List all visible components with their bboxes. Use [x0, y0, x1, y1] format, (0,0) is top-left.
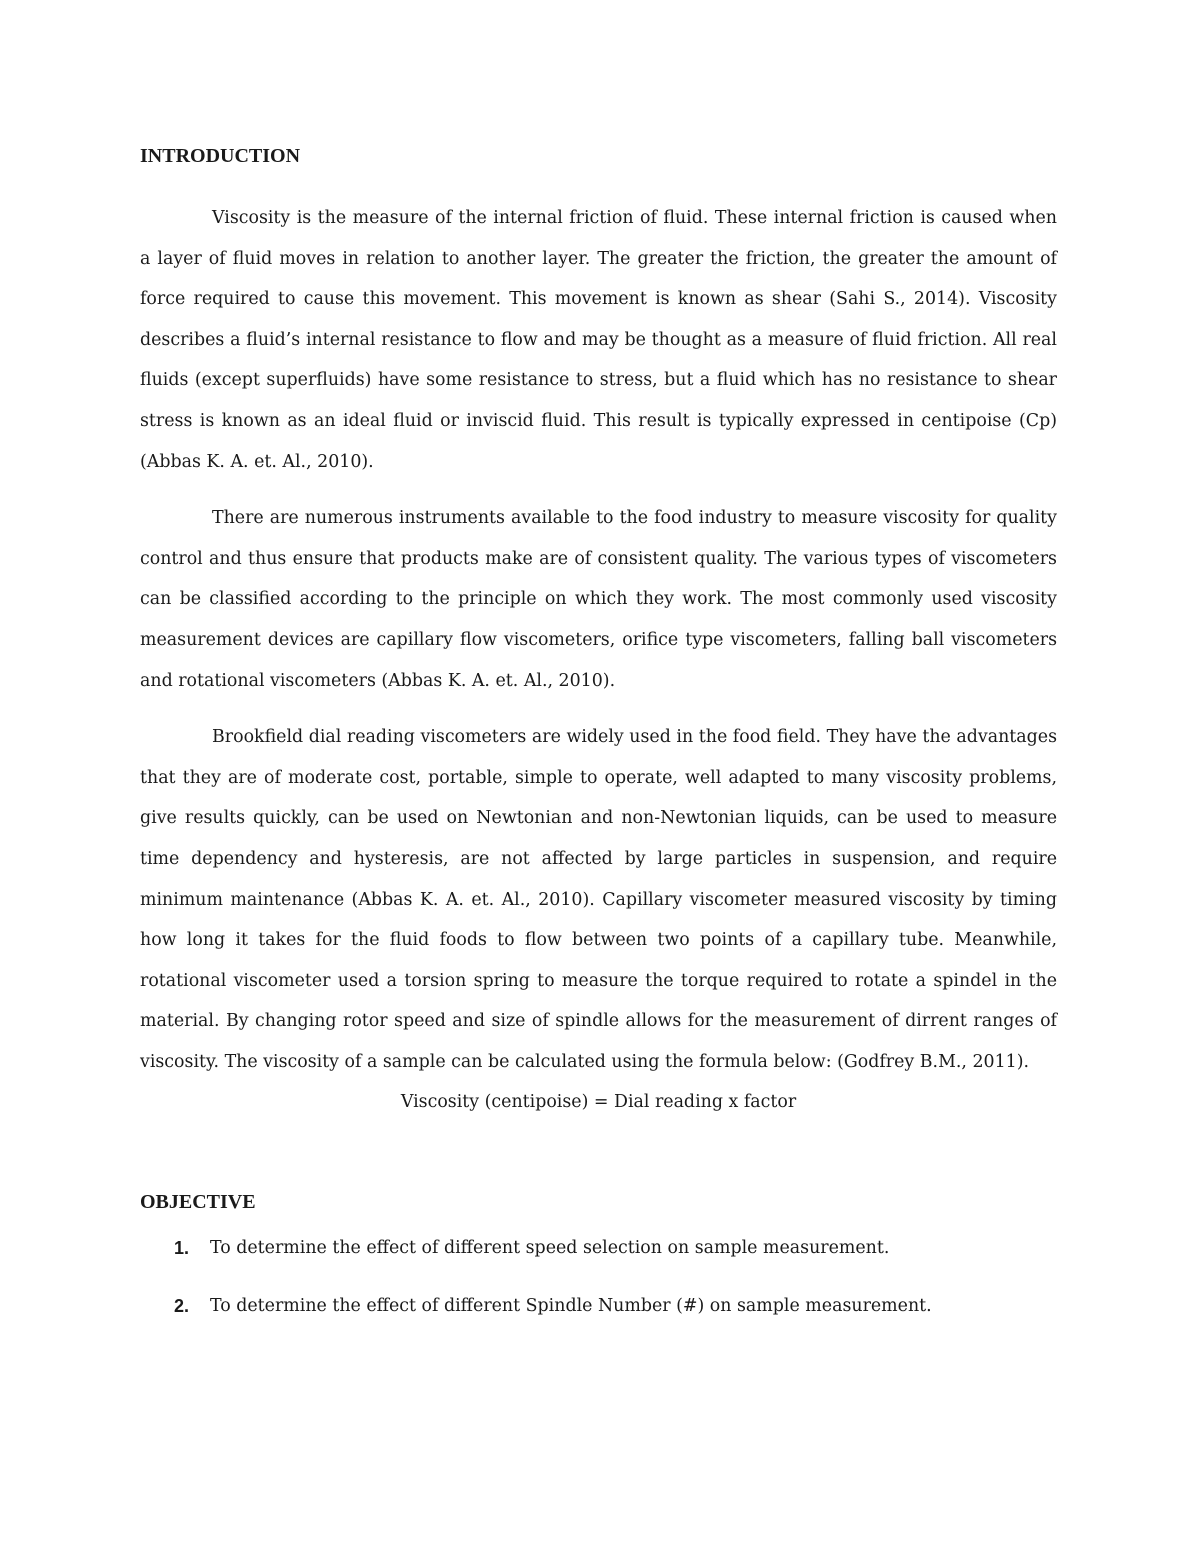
introduction-paragraph-1: Viscosity is the measure of the internal friction of fluid. These internal friction is caused when a layer of fluid moves in relation to another layer. The greater the friction, the greater the amount of force required to cause this movement. This movement is known as shear (Sahi S., 2014). Viscosity describes a fluid’s internal resistance to flow and may be thought as a measure of fluid friction. All real fluids (except superfluids) have some resistance to stress, but a fluid which has no resistance to shear stress is known as an ideal fluid or inviscid fluid. This result is typically expressed in centipoise (Cp) (Abbas K. A. et. Al., 2010). — [140, 208, 1057, 472]
objective-item-text: To determine the effect of different speed selection on sample measurement. — [210, 1238, 890, 1259]
introduction-paragraph-3: Brookfield dial reading viscometers are widely used in the food field. They have the advantages that they are of moderate cost, portable, simple to operate, well adapted to many viscosity problems, give results quickly, can be used on Newtonian and non-Newtonian liquids, can be used to measure time dependency and hysteresis, are not affected by large particles in suspension, and require minimum maintenance (Abbas K. A. et. Al., 2010). Capillary viscometer measured viscosity by timing how long it takes for the fluid foods to flow between two points of a capillary tube. Meanwhile, rotational viscometer used a torsion spring to measure the torque required to rotate a spindel in the material. By changing rotor speed and size of spindle allows for the measurement of dirrent ranges of viscosity. The viscosity of a sample can be calculated using the formula below: (Godfrey B.M., 2011). — [140, 727, 1057, 1072]
objective-item-number: 1. — [174, 1238, 190, 1259]
page-content — [140, 140, 1057, 1348]
objective-item-text: To determine the effect of different Spindle Number (#) on sample measurement. — [210, 1296, 932, 1317]
introduction-heading: INTRODUCTION — [140, 145, 301, 167]
objective-heading: OBJECTIVE — [140, 1191, 256, 1214]
viscosity-formula: Viscosity (centipoise) = Dial reading x factor — [400, 1092, 797, 1113]
introduction-paragraph-2: There are numerous instruments available to the food industry to measure viscosity for quality control and thus ensure that products make are of consistent quality. The various types of viscometers can be classified according to the principle on which they work. The most commonly used viscosity measurement devices are capillary flow viscometers, orifice type viscometers, falling ball viscometers and rotational viscometers (Abbas K. A. et. Al., 2010). — [140, 508, 1057, 691]
objective-list — [140, 1232, 1057, 1322]
objective-item-number: 2. — [174, 1296, 190, 1317]
objective-item-1 — [140, 1232, 1057, 1264]
objective-item-2 — [140, 1290, 1057, 1322]
